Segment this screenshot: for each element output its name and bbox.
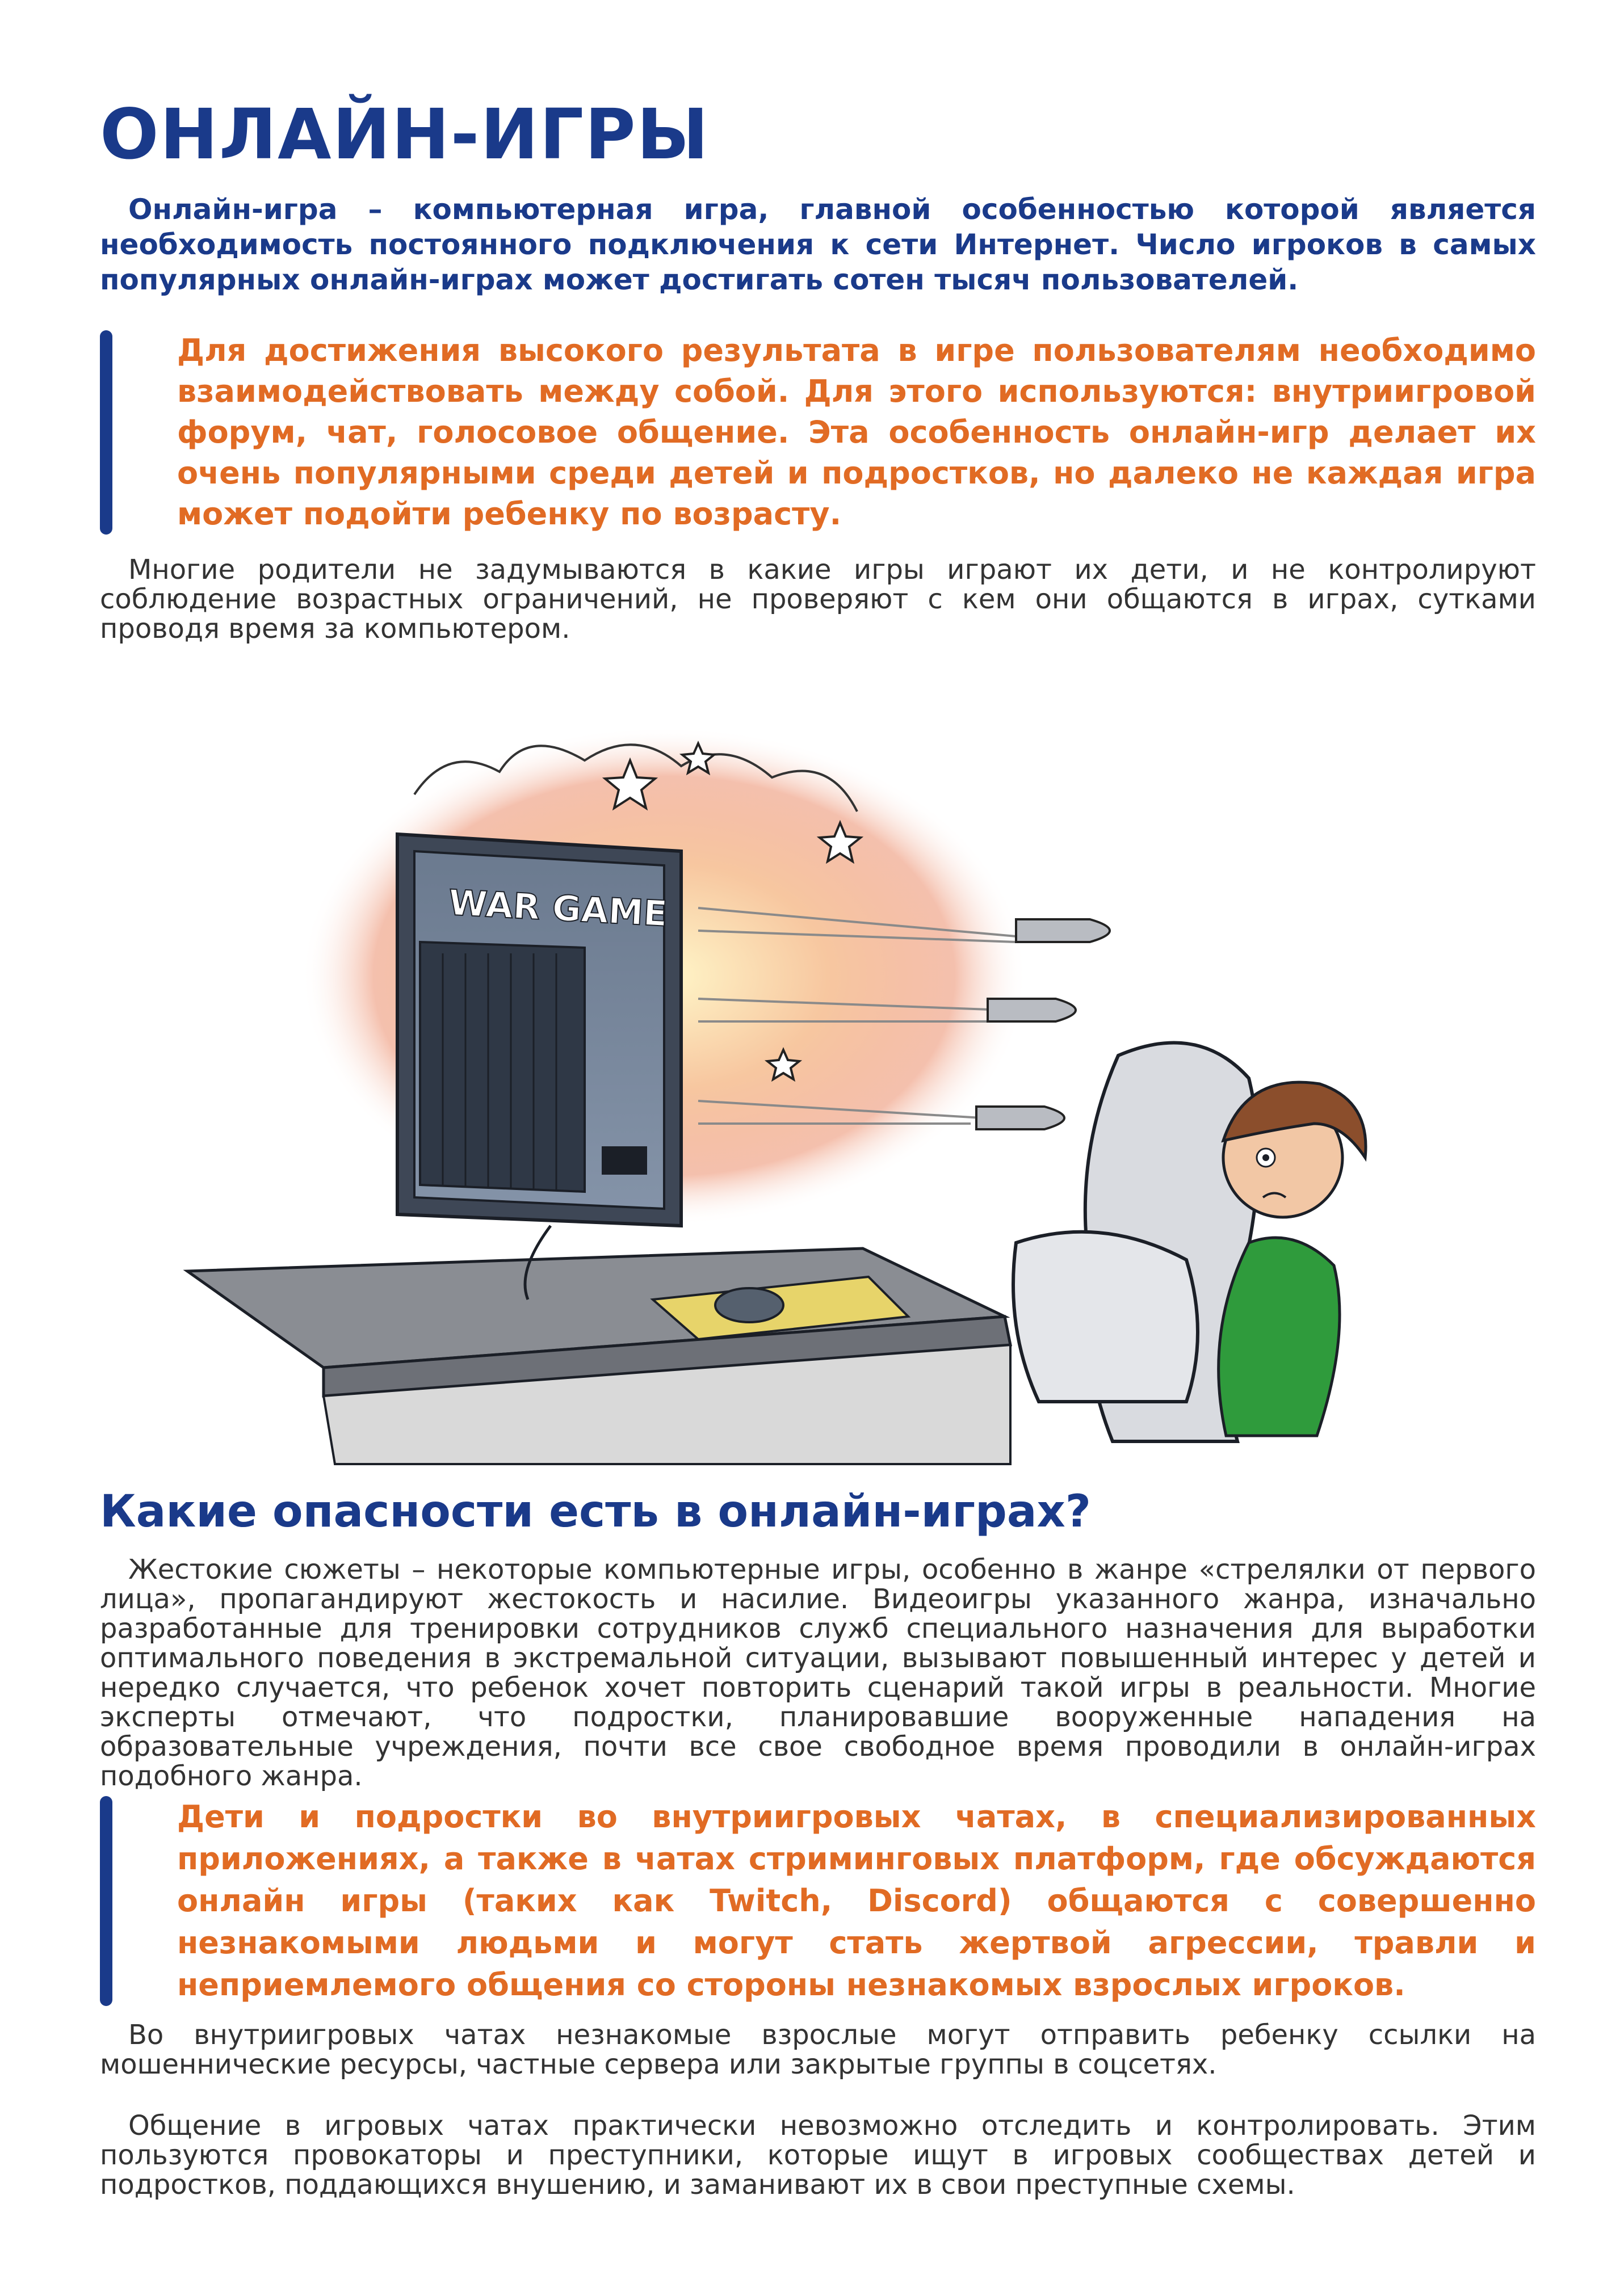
violent-plots-paragraph: Жестокие сюжеты – некоторые компьютерные игры, особенно в жанре «стрелялки от первого лица», пропагандируют жестокость и насилие. Видеоигры указанного жанра, изначально разработанные для тренировки сотрудников служб специального назначения для выработки оптимального поведения в экстремальной ситуации, вызывают повышенный интерес у детей и нередко случается, что ребенок хочет повторить сценарий такой игры в реальности. Многие эксперты отмечают, что подростки, планировавшие вооруженные нападения на образовательные учреждения, почти все свое свободное время проводили в онлайн-играх подобного жанра. bbox=[100, 1554, 1536, 1792]
callout-bar bbox=[100, 1796, 112, 2006]
section-heading-dangers: Какие опасности есть в онлайн-играх? bbox=[100, 1486, 1092, 1537]
callout-text: Для достижения высокого результата в игре пользователям необходимо взаимодействовать между собой. Для этого используются: внутриигровой форум, чат, голосовое общение. Эта особенность онлайн-игр делает их очень популярными среди детей и подростков, но далеко не каждая игра может подойти ребенку по возрасту. bbox=[177, 333, 1536, 532]
scared-child bbox=[1219, 1082, 1366, 1436]
desk bbox=[187, 1226, 1010, 1464]
chat-links-paragraph: Во внутриигровых чатах незнакомые взрослые могут отправить ребенку ссылки на мошеннические ресурсы, частные сервера или закрытые группы в соцсетях. bbox=[100, 2019, 1536, 2080]
war-game-illustration bbox=[153, 704, 1425, 1470]
callout-text: Дети и подростки во внутриигровых чатах, в специализированных приложениях, а также в чатах стриминговых платформ, где обсуждаются онлайн игры (таких как Twitch, Discord) общаются с совершенно незнакомыми людьми и могут стать жертвой агрессии, травли и неприемлемого общения со стороны незнакомых взрослых игроков. bbox=[177, 1799, 1536, 2003]
monitor bbox=[397, 834, 681, 1226]
chat-monitoring-paragraph: Общение в игровых чатах практически невозможно отследить и контролировать. Этим пользуются провокаторы и преступники, которые ищут в игровых сообществах детей и подростков, поддающихся внушению, и заманивают их в свои преступные схемы. bbox=[100, 2110, 1536, 2201]
callout-age-warning bbox=[100, 330, 1536, 535]
page-title: ОНЛАЙН-ИГРЫ bbox=[100, 94, 710, 175]
intro-paragraph: Онлайн-игра – компьютерная игра, главной особенностью которой является необходимость постоянного подключения к сети Интернет. Число игроков в самых популярных онлайн-играх может достигать сотен тысяч пользователей. bbox=[100, 193, 1536, 296]
parents-paragraph: Многие родители не задумываются в какие игры играют их дети, и не контролируют соблюдение возрастных ограничений, не проверяют с кем они общаются в играх, сутками проводя время за компьютером. bbox=[100, 554, 1536, 645]
callout-bar bbox=[100, 330, 112, 535]
callout-chats-warning bbox=[100, 1796, 1536, 2006]
monitor-screen-text: WAR GAME bbox=[447, 881, 669, 935]
